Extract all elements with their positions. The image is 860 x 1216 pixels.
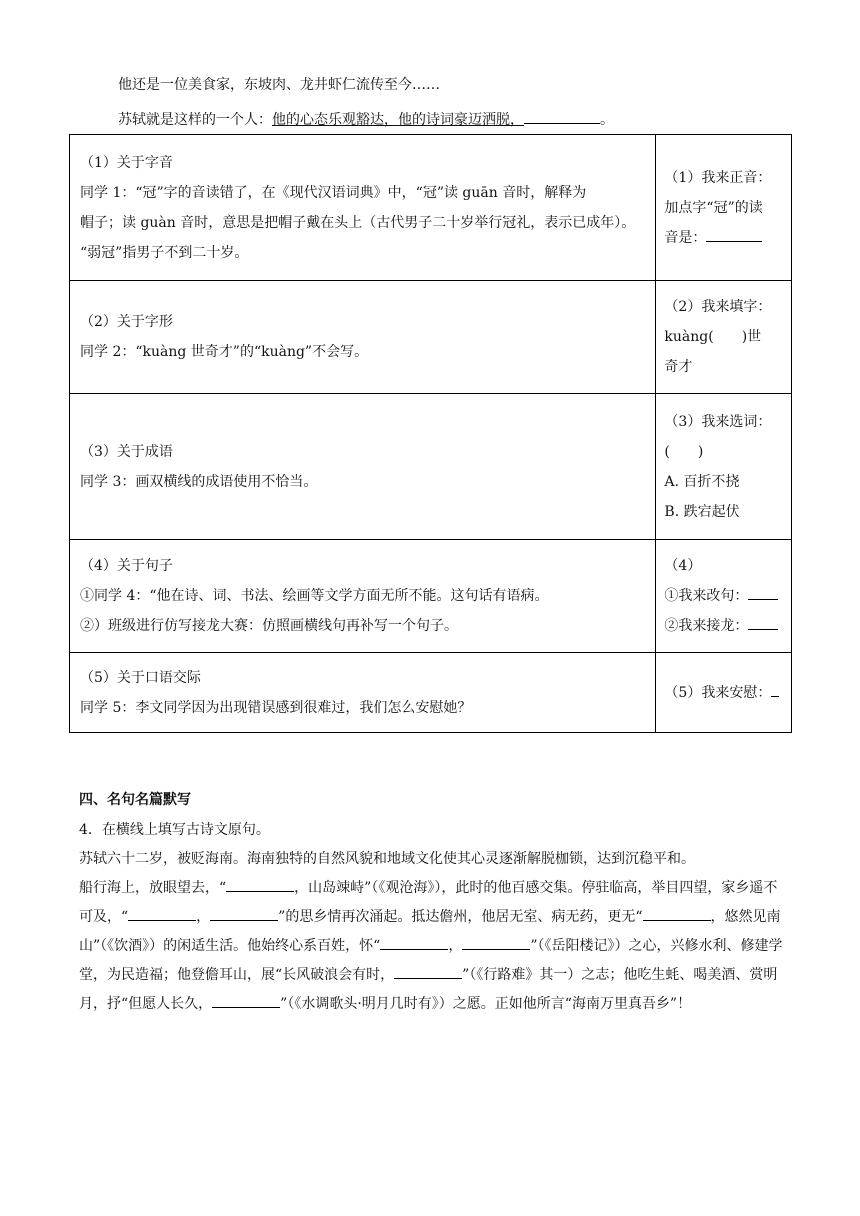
answer-blank[interactable]	[380, 933, 448, 950]
task-table	[69, 134, 792, 733]
intro-prefix: 苏轼就是这样的一个人：	[118, 112, 272, 128]
table-row	[70, 540, 792, 653]
table-row	[70, 653, 792, 733]
intro-line-2	[118, 107, 614, 131]
answer-blank[interactable]	[748, 583, 778, 600]
passage-text: 望，家乡遥不可及，“	[79, 880, 778, 925]
answer-blank[interactable]	[643, 904, 711, 921]
option-b: B. 跌宕起伏	[664, 503, 740, 520]
passage-text: ”（《行	[462, 967, 498, 983]
passage-text: 路难》其一）之志；他吃生蚝、喝美酒、赏明月，抒“但愿人长久，	[79, 967, 778, 1012]
row-1-text-1: 同学 1：“冠”字的音读错了，在《现代汉语词典》中，“冠”读 guān 音时，解释为	[80, 184, 587, 201]
row-4-prompt-2: ②我来接龙：	[664, 618, 749, 634]
passage-fill	[79, 874, 791, 1019]
row-3-title: （3）关于成语	[80, 443, 173, 460]
passage-text: “	[635, 909, 643, 925]
row-2-task-line-2: kuàng( )世	[664, 329, 762, 345]
option-a: A. 百折不挠	[664, 473, 740, 490]
row-2-left	[70, 281, 656, 394]
row-5-left	[70, 653, 656, 733]
row-4-task-line-2	[664, 581, 783, 611]
table-row	[70, 135, 792, 281]
passage-text: 有》）之愿。正如他所言“海南万里真吾乡”！	[417, 996, 692, 1012]
intro-line-1: 他还是一位美食家，东坡肉、龙井虾仁流传至今……	[118, 77, 440, 93]
answer-blank[interactable]	[462, 933, 530, 950]
answer-blank[interactable]	[128, 904, 196, 921]
question-prompt: 4．在横线上填写古诗文原句。	[79, 822, 270, 838]
answer-blank[interactable]	[212, 991, 280, 1008]
row-3-task: （3）我来选词：	[664, 413, 772, 430]
row-2-task: （2）我来填字：	[664, 299, 772, 315]
row-1-right	[656, 135, 792, 281]
table-row	[70, 281, 792, 394]
row-4-task: （4）	[664, 558, 702, 574]
passage-text: ”（《岳	[530, 938, 566, 954]
row-1-text-3: “弱冠”指男子不到二十岁。	[80, 244, 249, 261]
answer-blank[interactable]	[706, 225, 762, 242]
row-4-prompt-1: ①我来改句：	[664, 588, 749, 604]
row-4-right	[656, 540, 792, 653]
row-1-task-line-2: 加点字“冠”的读	[664, 199, 763, 216]
row-5-task-line	[664, 678, 783, 708]
row-5-title: （5）关于口语交际	[80, 669, 201, 686]
passage-text: ，	[196, 909, 211, 925]
section-heading: 四、名句名篇默写	[79, 792, 191, 808]
row-1-left	[70, 135, 656, 281]
row-1-text-2: 帽子；读 guàn 音时，意思是把帽子戴在头上（古代男子二十岁举行冠礼，表示已成年）。	[80, 214, 636, 231]
row-3-right	[656, 394, 792, 540]
passage-text: 船行海上，放眼望去，“	[79, 880, 227, 896]
underlined-sentence: 他的心态乐观豁达，他的诗词豪迈洒脱，	[272, 112, 524, 128]
answer-blank[interactable]	[226, 875, 294, 892]
row-1-task: （1）我来正音：	[664, 169, 772, 186]
passage-text: ，悠然见南山”（《饮酒》）的闲适生活。他始终心系百姓，怀“	[79, 909, 781, 954]
passage-line-1: 苏轼六十二岁，被贬海南。海南独特的自然风貌和地域文化使其心灵逐渐解脱枷锁，达到沉稳平和。	[79, 851, 695, 867]
answer-blank[interactable]	[394, 962, 462, 979]
row-1-prompt: 音是：	[664, 229, 707, 246]
row-3-text: 同学 3：画双横线的成语使用不恰当。	[80, 473, 318, 490]
row-4-title: （4）关于句子	[80, 558, 173, 574]
intro-suffix: 。	[600, 112, 614, 128]
answer-blank[interactable]	[210, 904, 278, 921]
row-4-task-line-3	[664, 611, 783, 641]
row-5-text: 同学 5：李文同学因为出现错误感到很难过，我们怎么安慰她？	[80, 699, 472, 716]
row-2-right	[656, 281, 792, 394]
row-2-title: （2）关于字形	[80, 314, 173, 330]
row-1-task-line-3	[664, 223, 783, 253]
table-row	[70, 394, 792, 540]
row-4-left	[70, 540, 656, 653]
row-2-task-line-3: 奇才	[664, 359, 693, 375]
answer-blank[interactable]	[524, 107, 600, 124]
passage-text: ，山岛竦峙”（《观沧海》），此时的他百感交集。停驻临高，举目四	[294, 880, 694, 896]
answer-blank[interactable]	[771, 680, 779, 697]
passage-text: 阳楼记》）之心，兴修水利、修建学堂，为民造福；他登儋耳山，展“长风破浪会有时，	[79, 938, 783, 983]
answer-blank[interactable]	[748, 613, 778, 630]
row-5-right	[656, 653, 792, 733]
row-3-choice-blank[interactable]: ( )	[664, 443, 704, 460]
row-1-title: （1）关于字音	[80, 154, 173, 171]
row-3-left	[70, 394, 656, 540]
row-5-task: （5）我来安慰：	[664, 684, 772, 701]
passage-text: ，	[448, 938, 463, 954]
row-4-text-2: ②）班级进行仿写接龙大赛：仿照画横线句再补写一个句子。	[80, 618, 458, 634]
passage-text: ”的思乡情再次涌起。抵达儋州，他居无室、病无药，更无	[278, 909, 636, 925]
row-4-text-1: ①同学 4：“他在诗、词、书法、绘画等文学方面无所不能。这句话有语病。	[80, 588, 549, 604]
row-2-text: 同学 2：“kuàng 世奇才”的“kuàng”不会写。	[80, 344, 369, 360]
passage-text: ”（《水调歌头·明月几时	[280, 996, 418, 1012]
